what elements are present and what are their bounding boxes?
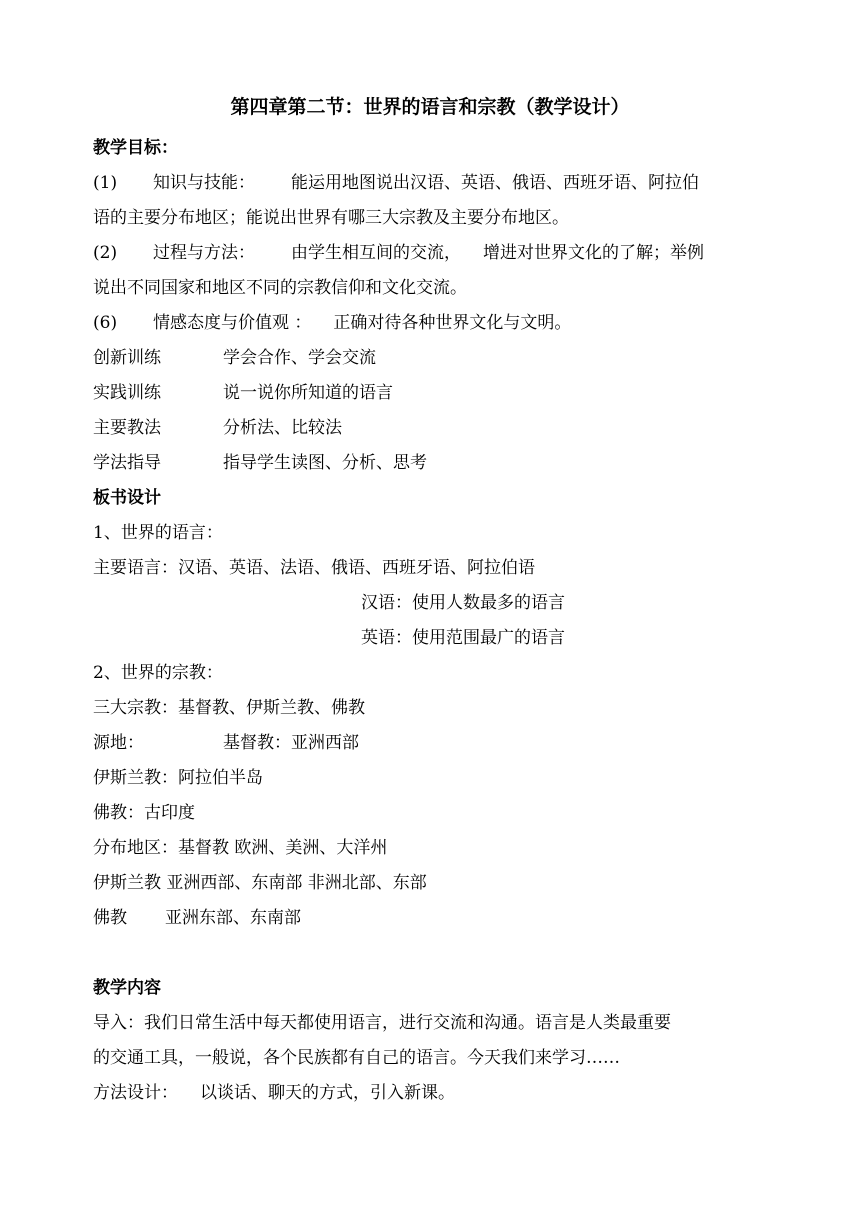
design-label: 方法设计： bbox=[93, 1083, 178, 1103]
method-value: 学会合作、学会交流 bbox=[223, 348, 376, 368]
method-key: 创新训练 bbox=[93, 348, 161, 368]
content-heading: 教学内容 bbox=[93, 978, 161, 998]
design-text: 以谈话、聊天的方式，引入新课。 bbox=[200, 1083, 455, 1103]
objective-item-2 bbox=[93, 236, 773, 271]
distribution-value: 亚洲东部、东南部 bbox=[165, 908, 301, 928]
method-value: 说一说你所知道的语言 bbox=[223, 383, 393, 403]
objective-item-2-cont: 说出不同国家和地区不同的宗教信仰和文化交流。 bbox=[93, 278, 467, 298]
method-row bbox=[93, 446, 773, 481]
method-key: 实践训练 bbox=[93, 383, 161, 403]
method-value: 分析法、比较法 bbox=[223, 418, 342, 438]
objective-text: 能运用地图说出汉语、英语、俄语、西班牙语、阿拉伯 bbox=[291, 173, 699, 193]
religions-heading: 2、世界的宗教： bbox=[93, 663, 223, 683]
objective-text: 正确对待各种世界文化与文明。 bbox=[333, 313, 572, 333]
method-row bbox=[93, 341, 773, 376]
content-design bbox=[93, 1076, 773, 1111]
languages-main: 主要语言：汉语、英语、法语、俄语、西班牙语、阿拉伯语 bbox=[93, 558, 535, 578]
objective-number: (2) bbox=[93, 243, 118, 263]
method-value: 指导学生读图、分析、思考 bbox=[223, 453, 427, 473]
objective-label: 过程与方法： bbox=[153, 243, 255, 263]
distribution-christianity: 分布地区：基督教 欧洲、美洲、大洋州 bbox=[93, 838, 388, 858]
board-heading: 板书设计 bbox=[93, 488, 161, 508]
content-intro-line1: 导入：我们日常生活中每天都使用语言，进行交流和沟通。语言是人类最重要 bbox=[93, 1013, 671, 1033]
distribution-islam: 伊斯兰教 亚洲西部、东南部 非洲北部、东部 bbox=[93, 873, 427, 893]
objective-item-1 bbox=[93, 166, 773, 201]
content-intro-line2: 的交通工具，一般说，各个民族都有自己的语言。今天我们来学习…… bbox=[93, 1048, 620, 1068]
objectives-heading: 教学目标： bbox=[93, 138, 178, 158]
distribution-buddhism bbox=[93, 901, 773, 936]
religions-origin bbox=[93, 726, 773, 761]
objective-item-3 bbox=[93, 306, 773, 341]
objective-number: (6) bbox=[93, 313, 118, 333]
method-key: 学法指导 bbox=[93, 453, 161, 473]
method-key: 主要教法 bbox=[93, 418, 161, 438]
blank-line bbox=[93, 936, 773, 971]
origin-buddhism: 佛教：古印度 bbox=[93, 803, 195, 823]
document-title: 第四章第二节：世界的语言和宗教（教学设计） bbox=[230, 96, 630, 118]
objective-number: (1) bbox=[93, 173, 118, 193]
distribution-key: 佛教 bbox=[93, 908, 127, 928]
languages-heading: 1、世界的语言： bbox=[93, 523, 223, 543]
objective-label: 知识与技能： bbox=[153, 173, 255, 193]
objective-text: 由学生相互间的交流， bbox=[291, 243, 461, 263]
origin-christianity: 基督教：亚洲西部 bbox=[223, 733, 359, 753]
origin-islam: 伊斯兰教：阿拉伯半岛 bbox=[93, 768, 263, 788]
objective-text: 增进对世界文化的了解；举例 bbox=[483, 243, 704, 263]
objective-item-1-cont: 语的主要分布地区；能说出世界有哪三大宗教及主要分布地区。 bbox=[93, 208, 569, 228]
languages-chinese: 汉语：使用人数最多的语言 bbox=[361, 593, 565, 613]
religions-three: 三大宗教：基督教、伊斯兰教、佛教 bbox=[93, 698, 365, 718]
method-row bbox=[93, 411, 773, 446]
objective-label: 情感态度与价值观 ： bbox=[153, 313, 312, 333]
method-row bbox=[93, 376, 773, 411]
origin-key: 源地： bbox=[93, 733, 144, 753]
languages-english: 英语：使用范围最广的语言 bbox=[361, 628, 565, 648]
document-body bbox=[93, 131, 773, 1111]
